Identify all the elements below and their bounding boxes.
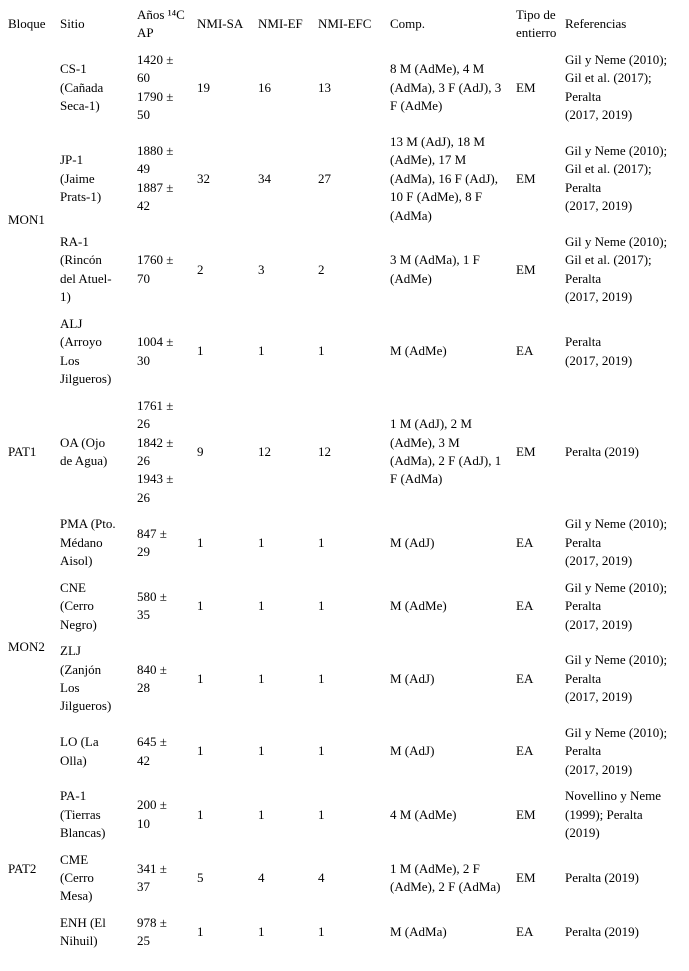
burial-type-cell: EM xyxy=(516,170,536,186)
nmi-ef-cell: 1 xyxy=(258,598,265,614)
c14-date: 341 ± 37 xyxy=(137,860,167,895)
col-header-nmi-ef: NMI-EF xyxy=(258,16,303,32)
burial-type-cell: EA xyxy=(516,924,534,940)
table-row xyxy=(8,229,689,311)
burial-type-cell: EM xyxy=(516,79,536,95)
site-cell: ALJ (Arroyo Los Jilgueros) xyxy=(60,315,112,387)
burial-type-cell: EM xyxy=(516,261,536,277)
nmi-efc-cell: 1 xyxy=(318,806,325,822)
references-cell: Peralta (2019) xyxy=(565,870,640,886)
nmi-ef-cell: 4 xyxy=(258,870,265,886)
c14-date: 847 ± 29 xyxy=(137,525,167,559)
nmi-sa-cell: 1 xyxy=(197,534,204,550)
c14-years-cell xyxy=(137,910,197,955)
references-cell: Gil y Neme (2010); Peralta (2017, 2019) xyxy=(565,579,668,632)
references-cell: Peralta (2019) xyxy=(565,924,640,940)
site-cell: CS-1 (Cañada Seca-1) xyxy=(60,61,104,114)
site-cell: OA (Ojo de Agua) xyxy=(60,434,108,468)
c14-years-cell xyxy=(137,720,197,783)
references-cell: Gil y Neme (2010); Gil et al. (2017); Peralta (2017, 2019) xyxy=(565,142,668,214)
table-row xyxy=(8,393,689,512)
col-header-anos-c14: Años ¹⁴C AP xyxy=(137,7,185,41)
table-row xyxy=(8,783,689,846)
references-cell: Novellino y Neme (1999); Peralta (2019) xyxy=(565,788,662,841)
nmi-sa-cell: 1 xyxy=(197,343,204,359)
c14-date: 1842 ± 26 xyxy=(137,434,174,468)
burial-type-cell: EM xyxy=(516,870,536,886)
nmi-efc-cell: 12 xyxy=(318,443,331,459)
nmi-sa-cell: 2 xyxy=(197,261,204,277)
references-cell: Peralta (2019) xyxy=(565,443,640,459)
nmi-efc-cell: 27 xyxy=(318,170,331,186)
site-cell: ZLJ (Zanjón Los Jilgueros) xyxy=(60,643,112,714)
burial-type-cell: EA xyxy=(516,534,534,550)
c14-years-cell xyxy=(137,47,197,129)
c14-date: 200 ± 10 xyxy=(137,797,167,831)
nmi-efc-cell: 1 xyxy=(318,743,325,759)
nmi-sa-cell: 1 xyxy=(197,806,204,822)
composition-cell: M (AdJ) xyxy=(390,670,435,686)
nmi-ef-cell: 12 xyxy=(258,443,271,459)
nmi-ef-cell: 1 xyxy=(258,806,265,822)
burial-type-cell: EM xyxy=(516,806,536,822)
block-label-pat2: PAT2 xyxy=(8,860,37,876)
nmi-ef-cell: 1 xyxy=(258,534,265,550)
block-label-mon2: MON2 xyxy=(8,639,45,655)
nmi-sa-cell: 32 xyxy=(197,170,210,186)
site-cell: CNE (Cerro Negro) xyxy=(60,579,97,632)
block-label-pat1: PAT1 xyxy=(8,443,37,459)
nmi-efc-cell: 1 xyxy=(318,343,325,359)
composition-cell: M (AdJ) xyxy=(390,743,435,759)
burial-type-cell: EA xyxy=(516,598,534,614)
burial-type-cell: EM xyxy=(516,443,536,459)
col-header-tipo-entierro: Tipo de entierro xyxy=(516,7,557,41)
nmi-efc-cell: 1 xyxy=(318,924,325,940)
header-row xyxy=(8,2,689,47)
table-row xyxy=(8,47,689,129)
nmi-efc-cell: 1 xyxy=(318,534,325,550)
table-row xyxy=(8,129,689,229)
nmi-sa-cell: 1 xyxy=(197,670,204,686)
table-row xyxy=(8,575,689,638)
nmi-ef-cell: 1 xyxy=(258,924,265,940)
c14-years-cell xyxy=(137,311,197,393)
nmi-sa-cell: 9 xyxy=(197,443,204,459)
c14-date: 1420 ± 60 xyxy=(137,51,174,86)
nmi-sa-cell: 5 xyxy=(197,870,204,886)
c14-date: 1004 ± 30 xyxy=(137,334,174,368)
site-cell: JP-1 (Jaime Prats-1) xyxy=(60,152,102,205)
nmi-efc-cell: 2 xyxy=(318,261,325,277)
c14-date: 1943 ± 26 xyxy=(137,471,174,505)
c14-date: 1760 ± 70 xyxy=(137,252,174,286)
burial-type-cell: EA xyxy=(516,343,534,359)
composition-cell: M (AdMe) xyxy=(390,598,447,614)
table-row xyxy=(8,910,689,955)
composition-cell: 13 M (AdJ), 18 M (AdMe), 17 M (AdMa), 16 F (AdJ), 10 F (AdMe), 8 F (AdMa) xyxy=(390,133,498,223)
col-header-nmi-sa: NMI-SA xyxy=(197,16,244,32)
nmi-ef-cell: 34 xyxy=(258,170,271,186)
c14-date: 580 ± 35 xyxy=(137,588,167,623)
c14-date: 1790 ± 50 xyxy=(137,88,174,123)
col-header-bloque: Bloque xyxy=(8,16,46,32)
composition-cell: 4 M (AdMe) xyxy=(390,806,457,822)
site-cell: PMA (Pto. Médano Aisol) xyxy=(60,516,116,569)
references-cell: Gil y Neme (2010); Peralta (2017, 2019) xyxy=(565,652,668,705)
table-row xyxy=(8,847,689,910)
site-cell: LO (La Olla) xyxy=(60,734,99,768)
site-cell: PA-1 (Tierras Blancas) xyxy=(60,788,106,841)
composition-cell: 1 M (AdJ), 2 M (AdMe), 3 M (AdMa), 2 F (AdJ), 1 F (AdMa) xyxy=(390,416,502,487)
table-row xyxy=(8,720,689,783)
c14-years-cell xyxy=(137,638,197,720)
col-header-comp: Comp. xyxy=(390,16,426,32)
nmi-efc-cell: 1 xyxy=(318,670,325,686)
composition-cell: 1 M (AdMe), 2 F (AdMe), 2 F (AdMa) xyxy=(390,860,501,895)
nmi-efc-cell: 13 xyxy=(318,79,331,95)
nmi-ef-cell: 1 xyxy=(258,743,265,759)
c14-date: 978 ± 25 xyxy=(137,914,167,949)
c14-years-cell xyxy=(137,575,197,638)
c14-years-cell xyxy=(137,129,197,229)
composition-cell: 3 M (AdMa), 1 F (AdMe) xyxy=(390,252,480,286)
composition-cell: M (AdMa) xyxy=(390,924,447,940)
col-header-referencias: Referencias xyxy=(565,16,627,32)
col-header-nmi-efc: NMI-EFC xyxy=(318,16,372,32)
composition-cell: M (AdMe) xyxy=(390,343,447,359)
c14-years-cell xyxy=(137,783,197,846)
nmi-sa-cell: 1 xyxy=(197,743,204,759)
nmi-ef-cell: 16 xyxy=(258,79,271,95)
references-cell: Gil y Neme (2010); Gil et al. (2017); Peralta (2017, 2019) xyxy=(565,233,668,305)
c14-years-cell xyxy=(137,847,197,910)
nmi-sa-cell: 19 xyxy=(197,79,210,95)
site-cell: ENH (El Nihuil) xyxy=(60,914,106,949)
c14-date: 1887 ± 42 xyxy=(137,179,174,214)
c14-years-cell xyxy=(137,393,197,512)
references-cell: Gil y Neme (2010); Gil et al. (2017); Peralta (2017, 2019) xyxy=(565,51,668,123)
c14-date: 1761 ± 26 xyxy=(137,397,174,432)
references-cell: Peralta (2017, 2019) xyxy=(565,334,633,368)
references-cell: Gil y Neme (2010); Peralta (2017, 2019) xyxy=(565,516,668,569)
c14-date: 645 ± 42 xyxy=(137,734,167,768)
c14-years-cell xyxy=(137,229,197,311)
composition-cell: 8 M (AdMe), 4 M (AdMa), 3 F (AdJ), 3 F (AdMe) xyxy=(390,61,502,114)
table-row xyxy=(8,638,689,720)
site-cell: RA-1 (Rincón del Atuel-1) xyxy=(60,233,112,305)
c14-years-cell xyxy=(137,511,197,574)
burial-type-cell: EA xyxy=(516,670,534,686)
c14-date: 1880 ± 49 xyxy=(137,142,174,177)
table-body xyxy=(8,47,689,955)
c14-date: 840 ± 28 xyxy=(137,661,167,695)
table-row xyxy=(8,511,689,574)
site-cell: CME (Cerro Mesa) xyxy=(60,851,94,904)
nmi-ef-cell: 1 xyxy=(258,343,265,359)
nmi-efc-cell: 4 xyxy=(318,870,325,886)
references-cell: Gil y Neme (2010); Peralta (2017, 2019) xyxy=(565,724,668,777)
col-header-sitio: Sitio xyxy=(60,16,85,32)
nmi-ef-cell: 3 xyxy=(258,261,265,277)
burial-type-cell: EA xyxy=(516,743,534,759)
table-row xyxy=(8,311,689,393)
block-label-mon1: MON1 xyxy=(8,211,45,227)
burial-sites-table xyxy=(8,2,689,955)
composition-cell: M (AdJ) xyxy=(390,534,435,550)
nmi-ef-cell: 1 xyxy=(258,670,265,686)
nmi-sa-cell: 1 xyxy=(197,598,204,614)
nmi-efc-cell: 1 xyxy=(318,598,325,614)
nmi-sa-cell: 1 xyxy=(197,924,204,940)
